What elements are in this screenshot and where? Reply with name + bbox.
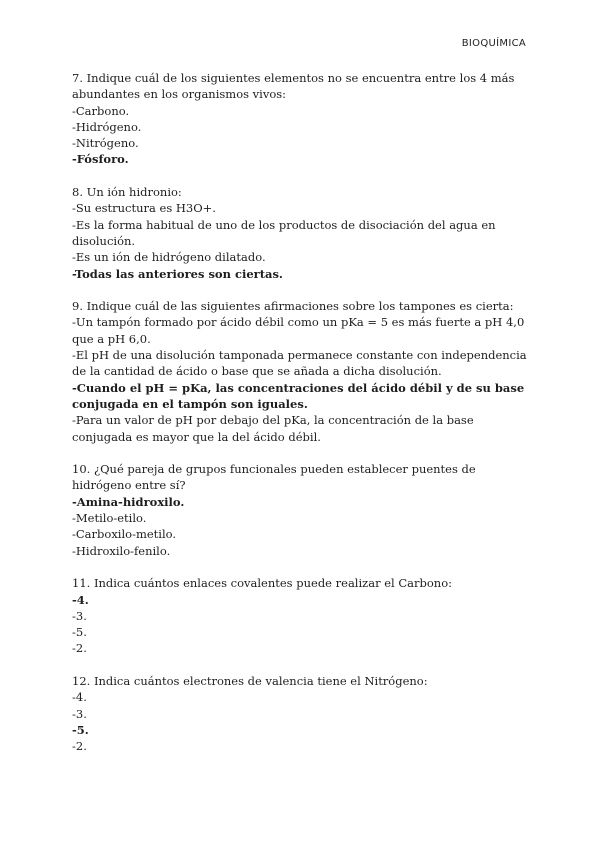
answer-option: -Hidrógeno.: [72, 119, 142, 134]
answer-option: -2.: [72, 739, 87, 754]
answer-option: -Metilo-etilo.: [72, 511, 147, 526]
page-header-subject: BIOQUÍMICA: [461, 38, 526, 49]
answer-option: -Su estructura es H3O+.: [72, 201, 216, 216]
answer-option: -Para un valor de pH por debajo del pKa, la concentración de la base conjugada es mayor que la del ácido débil.: [72, 413, 474, 444]
answer-option: -4.: [72, 690, 87, 705]
question-text: 11. Indica cuántos enlaces covalentes puede realizar el Carbono:: [72, 576, 452, 591]
answer-option: -3.: [72, 706, 87, 721]
correct-answer-option: -Fósforo.: [72, 152, 129, 167]
correct-answer-option: -5.: [72, 722, 89, 737]
question-8: [72, 184, 537, 282]
correct-answer-option: -Cuando el pH = pKa, las concentraciones del ácido débil y de su base conjugada en el tampón son iguales.: [72, 380, 525, 411]
question-11: [72, 575, 537, 656]
question-text: 12. Indica cuántos electrones de valencia tiene el Nitrógeno:: [72, 673, 428, 688]
question-12: [72, 673, 537, 754]
question-text: 8. Un ión hidronio:: [72, 185, 182, 200]
question-text: 10. ¿Qué pareja de grupos funcionales pueden establecer puentes de hidrógeno entre sí?: [72, 462, 476, 493]
answer-option: -El pH de una disolución tamponada permanece constante con independencia de la cantidad de ácido o base que se añada a dicha disolución.: [72, 348, 527, 379]
question-list: [72, 70, 537, 771]
answer-option: -2.: [72, 641, 87, 656]
answer-option: -Un tampón formado por ácido débil como un pKa = 5 es más fuerte a pH 4,0 que a pH 6,0.: [72, 315, 525, 346]
correct-answer-option: -Amina-hidroxilo.: [72, 494, 185, 509]
answer-option: -3.: [72, 608, 87, 623]
answer-option: -Es un ión de hidrógeno dilatado.: [72, 250, 266, 265]
question-9: [72, 298, 537, 445]
answer-option: -Es la forma habitual de uno de los productos de disociación del agua en disolución.: [72, 217, 496, 248]
answer-option: -Carboxilo-metilo.: [72, 527, 177, 542]
question-10: [72, 461, 537, 559]
question-7: [72, 70, 537, 168]
answer-option: -Nitrógeno.: [72, 136, 139, 151]
correct-answer-option: -Todas las anteriores son ciertas.: [72, 266, 283, 281]
answer-option: -Hidroxilo-fenilo.: [72, 543, 171, 558]
correct-answer-option: -4.: [72, 592, 89, 607]
answer-option: -5.: [72, 625, 87, 640]
question-text: 9. Indique cuál de las siguientes afirmaciones sobre los tampones es cierta:: [72, 299, 514, 314]
answer-option: -Carbono.: [72, 103, 130, 118]
question-text: 7. Indique cuál de los siguientes elementos no se encuentra entre los 4 más abundantes en los organismos vivos:: [72, 71, 515, 102]
